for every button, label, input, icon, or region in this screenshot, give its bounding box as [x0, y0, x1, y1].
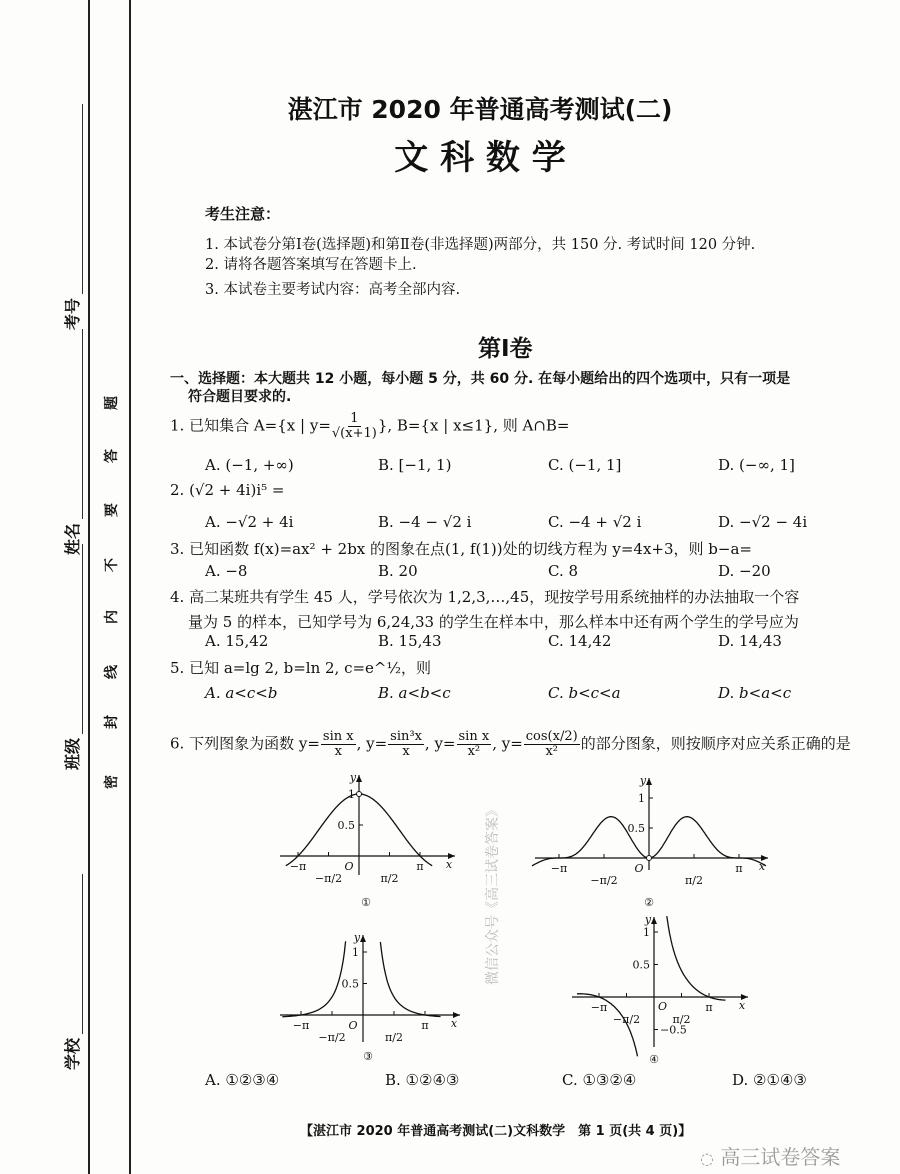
y-axis-arrow-icon — [356, 775, 362, 782]
field-underline[interactable] — [81, 329, 83, 519]
q1-numerator: 1 — [350, 411, 359, 426]
q1-fraction — [332, 412, 377, 441]
field-label: 班级 — [63, 737, 82, 770]
q5-option-d[interactable]: D. b<a<c — [718, 684, 792, 702]
x-axis-label: x — [450, 1017, 458, 1030]
y-axis-arrow-icon — [651, 917, 657, 924]
y-axis-label: y — [349, 771, 357, 784]
graph-label: ① — [361, 896, 371, 909]
denominator: x² — [545, 744, 558, 759]
q6-option-c[interactable]: C. ①③②④ — [562, 1071, 637, 1089]
x-tick-label: π — [416, 860, 424, 873]
q2-option-c[interactable]: C. −4 + √2 i — [548, 513, 642, 531]
field-class[interactable] — [60, 544, 83, 770]
x-tick-label: −π — [292, 1019, 310, 1032]
q4-option-d[interactable]: D. 14,43 — [718, 632, 782, 650]
x-tick-label: π/2 — [380, 872, 399, 885]
denominator: x — [402, 744, 410, 759]
x-axis-label: x — [758, 860, 766, 873]
question-1 — [170, 412, 570, 441]
origin-label: O — [658, 1000, 668, 1013]
q6-option-b[interactable]: B. ①②④③ — [385, 1071, 460, 1089]
q3-option-d[interactable]: D. −20 — [718, 562, 771, 580]
q1-option-a[interactable]: A. (−1, +∞) — [205, 456, 294, 474]
field-label: 考号 — [63, 297, 82, 330]
y-tick-label: 0.5 — [341, 977, 359, 991]
origin-label: O — [344, 860, 354, 873]
numerator: sin³x — [390, 729, 422, 744]
hollow-point-icon — [647, 856, 652, 861]
question-5: 5. 已知 a=lg 2, b=ln 2, c=e^½，则 — [170, 659, 432, 677]
y-tick-label: 1 — [643, 926, 650, 939]
y-axis-label: y — [639, 774, 647, 787]
y-axis-arrow-icon — [646, 778, 652, 785]
denominator: x² — [467, 744, 481, 759]
question-4: 4. 高二某班共有学生 45 人，学号依次为 1,2,3,…,45，现按学号用系统抽样的办法抽取一个容 — [170, 588, 800, 606]
q6-fraction-1 — [321, 730, 356, 759]
field-name[interactable] — [60, 329, 83, 555]
y-tick-label: 0.5 — [632, 958, 650, 972]
function-curve — [577, 916, 726, 1056]
y-axis-arrow-icon — [360, 935, 366, 942]
q1-denominator: √(x+1) — [331, 426, 377, 441]
q6-fraction-3 — [457, 730, 492, 759]
x-tick-label: −π — [590, 1001, 608, 1014]
q6-fraction-4 — [524, 730, 580, 759]
q5-option-b[interactable]: B. a<b<c — [378, 684, 451, 702]
q4-option-c[interactable]: C. 14,42 — [548, 632, 612, 650]
x-tick-label: −π — [550, 862, 568, 875]
x-tick-label: π/2 — [385, 1031, 403, 1044]
field-underline[interactable] — [81, 874, 83, 1034]
denominator: x — [334, 744, 342, 759]
q1-option-c[interactable]: C. (−1, 1] — [548, 456, 622, 474]
seal-char: 密 — [104, 775, 120, 789]
field-label: 姓名 — [63, 522, 82, 555]
y-tick-label: 0.5 — [337, 819, 355, 832]
y-tick-label: 1 — [348, 788, 355, 801]
q6-stem: 6. 下列图象为函数 y= — [170, 734, 320, 753]
section-instructions-cont: 符合题目要求的. — [188, 389, 292, 405]
q5-option-a[interactable]: A. a<c<b — [205, 684, 278, 702]
q1-option-d[interactable]: D. (−∞, 1] — [718, 456, 795, 474]
side-watermark: 微信公众号《高三试卷答案》 — [485, 803, 501, 985]
q1-stem-end: }, B={x | x≤1}, 则 A∩B= — [377, 416, 570, 435]
q6-fraction-2 — [388, 730, 424, 759]
notice-item: 2. 请将各题答案填写在答题卡上. — [205, 257, 417, 273]
q2-option-a[interactable]: A. −√2 + 4i — [205, 513, 294, 531]
function-curve — [282, 941, 440, 1016]
q3-option-b[interactable]: B. 20 — [378, 562, 418, 580]
seal-char: 线 — [104, 665, 120, 679]
seal-char: 题 — [104, 396, 120, 410]
q6-stem-end: 的部分图象，则按顺序对应关系正确的是 — [580, 734, 851, 753]
question-4-cont: 量为 5 的样本，已知学号为 6,24,33 的学生在样本中，那么样本中还有两个学生的学号应为 — [188, 613, 799, 631]
watermark-text: 高三试卷答案 — [720, 1145, 841, 1169]
x-tick-label: −π/2 — [612, 1013, 641, 1026]
x-axis-label: x — [445, 858, 453, 871]
x-tick-label: −π/2 — [590, 874, 618, 887]
question-2: 2. (√2 + 4i)i⁵ = — [170, 481, 285, 499]
question-6: 6. 下列图象为函数 y= $\frac{\text{sin x}}{x}$ , y= $\frac{\text{sin³x}}{x}$ , y= $\frac{\text{sin x}}{\text{x²}}$ , y= $\frac{\cos(x/2)}{\text{x²}}$ 的部分图象，则按顺序对应关系正确的是 — [170, 729, 851, 759]
origin-label: O — [634, 862, 644, 875]
x-tick-label: −π — [289, 860, 307, 873]
x-tick-label: π — [735, 862, 743, 875]
x-tick-label: π — [705, 1001, 713, 1014]
exam-title: 湛江市 2020 年普通高考测试(二) — [287, 95, 673, 124]
numerator: cos(x/2) — [525, 729, 578, 744]
seal-char: 答 — [104, 449, 120, 463]
wechat-icon: ◌ — [700, 1149, 714, 1168]
x-tick-label: −π/2 — [314, 872, 343, 885]
q5-option-c[interactable]: C. b<c<a — [548, 684, 621, 702]
x-tick-label: π/2 — [672, 1013, 691, 1026]
q2-option-d[interactable]: D. −√2 − 4i — [718, 513, 808, 531]
question-3: 3. 已知函数 f(x)=ax² + 2bx 的图象在点(1, f(1))处的切线方程为 y=4x+3，则 b−a= — [170, 540, 752, 558]
seal-char: 要 — [104, 503, 120, 517]
corner-watermark — [700, 1145, 840, 1171]
q4-option-b[interactable]: B. 15,43 — [378, 632, 442, 650]
x-tick-label: π — [421, 1019, 429, 1032]
notice-item: 3. 本试卷主要考试内容：高考全部内容. — [205, 282, 461, 298]
y-axis-label: y — [353, 931, 361, 944]
q2-option-b[interactable]: B. −4 − √2 i — [378, 513, 472, 531]
q1-stem: 1. 已知集合 A={x | y= — [170, 416, 331, 435]
field-label: 学校 — [63, 1037, 82, 1070]
numerator: sin x — [458, 729, 490, 744]
field-underline[interactable] — [81, 544, 83, 734]
y-tick-label: −0.5 — [660, 1023, 687, 1037]
y-tick-label: 1 — [638, 792, 645, 805]
q3-option-c[interactable]: C. 8 — [548, 562, 579, 580]
q1-option-b[interactable]: B. [−1, 1) — [378, 456, 452, 474]
x-tick-label: π/2 — [685, 874, 703, 887]
y-tick-label: 0.5 — [627, 822, 645, 835]
field-school[interactable] — [60, 874, 83, 1070]
q4-option-a[interactable]: A. 15,42 — [205, 632, 269, 650]
q3-option-a[interactable]: A. −8 — [205, 562, 248, 580]
y-axis-label: y — [644, 913, 652, 926]
volume-title: 第Ⅰ卷 — [478, 336, 533, 362]
section-instructions: 一、选择题：本大题共 12 小题，每小题 5 分，共 60 分. 在每小题给出的四个选项中，只有一项是 — [170, 371, 791, 387]
graph-label: ② — [644, 896, 654, 909]
seal-char: 不 — [104, 558, 120, 572]
numerator: sin x — [322, 729, 354, 744]
graph-label: ③ — [363, 1050, 373, 1063]
y-tick-label: 1 — [352, 946, 359, 959]
page-footer: 【湛江市 2020 年普通高考测试(二)文科数学 第 1 页(共 4 页)】 — [300, 1124, 692, 1139]
seal-char: 封 — [104, 715, 120, 729]
notice-heading: 考生注意： — [205, 205, 281, 223]
function-graphs — [280, 770, 780, 1075]
x-axis-label: x — [738, 999, 746, 1012]
graph-label: ④ — [649, 1053, 659, 1066]
q6-option-d[interactable]: D. ②①④③ — [732, 1071, 807, 1089]
subject-title: 文 科 数 学 — [394, 138, 566, 178]
origin-label: O — [348, 1019, 358, 1032]
hollow-point-icon — [357, 792, 362, 797]
x-tick-label: −π/2 — [318, 1031, 346, 1044]
seal-char: 内 — [104, 610, 120, 624]
q6-option-a[interactable]: A. ①②③④ — [205, 1071, 280, 1089]
notice-item: 1. 本试卷分第Ⅰ卷(选择题)和第Ⅱ卷(非选择题)两部分，共 150 分. 考试时间 120 分钟. — [205, 237, 756, 253]
